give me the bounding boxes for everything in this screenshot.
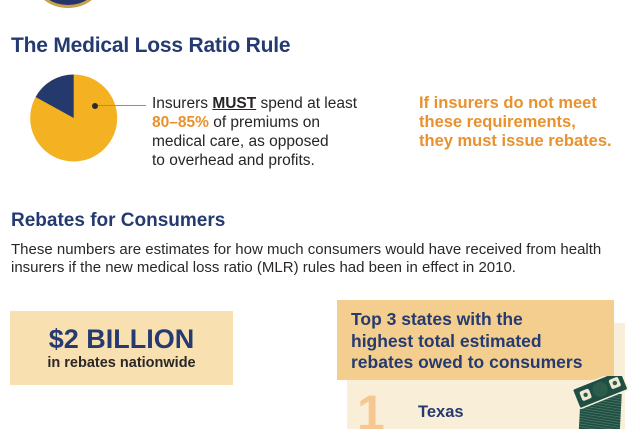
- seal-logo-icon: [37, 0, 99, 8]
- money-stack-icon: [570, 376, 632, 429]
- mlr-statement: [152, 94, 357, 170]
- top-states-heading-line-2: highest total estimated: [351, 330, 542, 351]
- top-states-heading-line-3: rebates owed to consumers: [351, 352, 583, 372]
- statement-text: spend at least: [256, 95, 358, 112]
- rebates-description-line-1: These numbers are estimates for how much consumers would have received from health: [11, 241, 602, 258]
- statement-text: of premiums on: [208, 114, 321, 131]
- mlr-pie-chart: [29, 74, 119, 164]
- top-states-heading-line-1: Top 3 states with the: [351, 309, 523, 329]
- statement-text: Insurers: [152, 95, 213, 112]
- pie-callout-line: [98, 105, 146, 106]
- rebates-description-line-2: insurers if the new medical loss ratio (MLR) rules had been in effect in 2010.: [11, 258, 516, 276]
- statement-must-emphasis: MUST: [212, 95, 257, 112]
- rebate-warning-line-1: If insurers do not meet: [419, 94, 597, 112]
- nationwide-rebates-caption: in rebates nationwide: [47, 355, 196, 371]
- mlr-statement-line-2: [152, 113, 357, 132]
- rebate-warning: [419, 94, 612, 151]
- state-rank-number: 1: [357, 385, 385, 429]
- top-states-header-box: [337, 300, 614, 380]
- rebates-description: [11, 241, 601, 276]
- rebate-warning-line-2: these requirements,: [419, 113, 576, 131]
- mlr-statement-line-3: medical care, as opposed: [152, 133, 329, 150]
- rebates-section-title: Rebates for Consumers: [11, 210, 226, 231]
- pie-callout-dot: [92, 103, 98, 109]
- top-states-heading: [351, 309, 614, 374]
- state-name: Texas: [418, 403, 464, 421]
- mlr-statement-line-4: to overhead and profits.: [152, 152, 315, 169]
- nationwide-rebates-box: [10, 311, 233, 385]
- statement-percent-emphasis: 80–85%: [152, 114, 209, 131]
- mlr-section-title: The Medical Loss Ratio Rule: [11, 34, 291, 57]
- mlr-statement-line-1: [152, 94, 357, 113]
- nationwide-rebates-amount: $2 BILLION: [48, 324, 195, 354]
- rebate-warning-line-3: they must issue rebates.: [419, 132, 612, 150]
